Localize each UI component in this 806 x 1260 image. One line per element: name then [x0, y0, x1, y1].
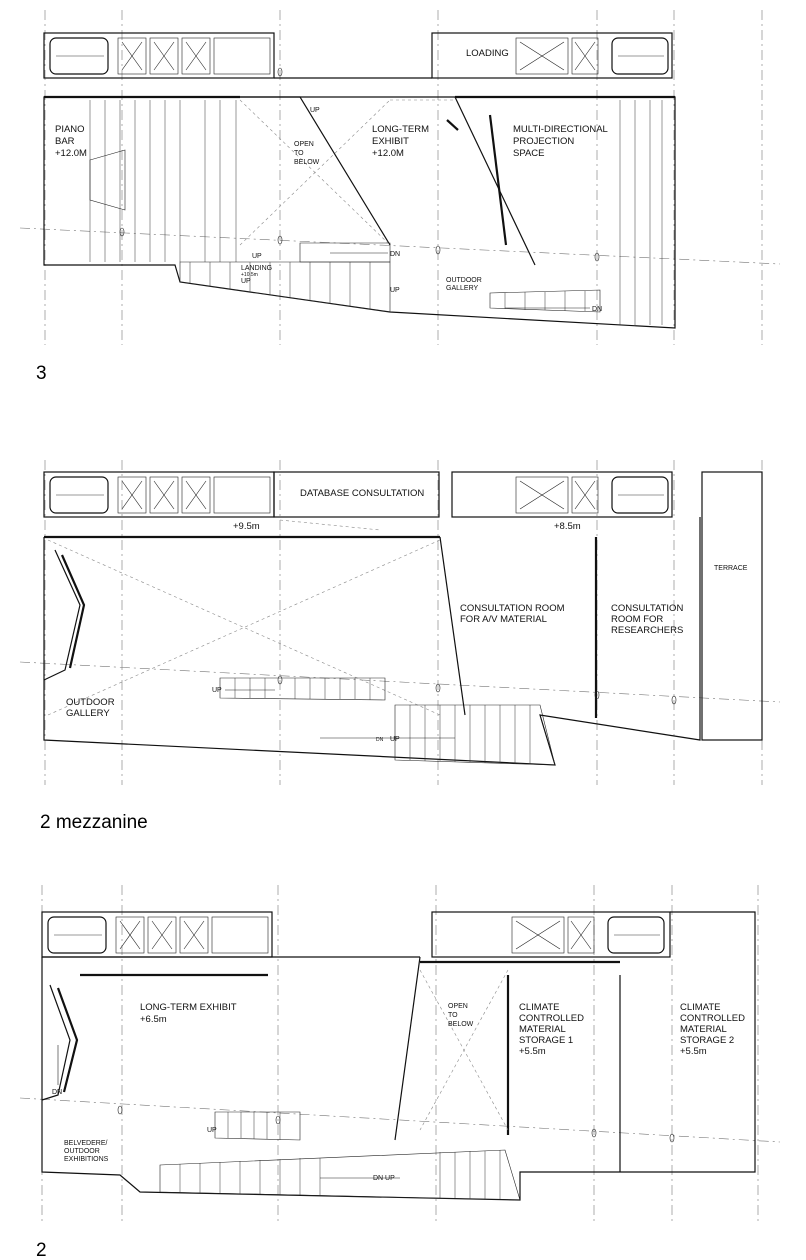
void-diagonals — [420, 970, 508, 1130]
room-label-open-to-below: BELOW — [448, 1021, 474, 1028]
room-label-piano-bar: PIANO — [55, 124, 85, 135]
service-core — [42, 912, 670, 957]
grid-lines — [20, 10, 780, 345]
stair-up-mark: UP — [390, 736, 400, 743]
room-label-storage-1: CONTROLLED — [519, 1013, 584, 1024]
room-label-researchers: ROOM FOR — [611, 614, 664, 625]
plan-title: 2 — [36, 1240, 47, 1260]
room-label-piano-bar-level: +12.0M — [55, 148, 87, 159]
room-label-av-consultation: FOR A/V MATERIAL — [460, 614, 547, 625]
stairs — [220, 678, 555, 765]
room-label-projection-space: SPACE — [513, 148, 545, 159]
plan-title: 3 — [36, 363, 47, 384]
open-to-below-void — [240, 100, 455, 245]
room-label-belvedere: EXHIBITIONS — [64, 1156, 109, 1163]
room-label-long-term-exhibit: LONG-TERM — [372, 124, 429, 135]
room-label-open-to-below: OPEN — [294, 141, 314, 148]
room-label-storage-2: CLIMATE — [680, 1002, 721, 1013]
room-label-long-term-exhibit: LONG-TERM EXHIBIT — [140, 1002, 237, 1013]
grid-lines — [20, 460, 780, 785]
room-label-storage-1: CLIMATE — [519, 1002, 560, 1013]
room-label-open-to-below: TO — [448, 1012, 458, 1019]
stairs — [58, 1045, 520, 1200]
room-label-researchers: RESEARCHERS — [611, 625, 684, 636]
room-label-av-consultation: CONSULTATION ROOM — [460, 603, 565, 614]
room-label-storage-2-level: +5.5m — [680, 1046, 707, 1057]
room-label-storage-2: CONTROLLED — [680, 1013, 745, 1024]
stair-up-mark: UP — [241, 278, 251, 285]
stair-up-mark: UP — [310, 107, 320, 114]
room-label-outdoor-gallery: OUTDOOR — [446, 277, 482, 284]
room-label-open-to-below: TO — [294, 150, 304, 157]
plan-level-3 — [20, 10, 780, 384]
room-label-storage-2: MATERIAL — [680, 1024, 727, 1035]
room-label-storage-2: STORAGE 2 — [680, 1035, 735, 1046]
room-label-belvedere: BELVEDERE/ — [64, 1140, 108, 1147]
plan-title: 2 mezzanine — [40, 812, 148, 833]
room-label-storage-1: STORAGE 1 — [519, 1035, 574, 1046]
landing-label: LANDING — [241, 265, 273, 272]
void-diagonals — [48, 520, 440, 715]
room-label-outdoor-gallery: OUTDOOR — [66, 697, 115, 708]
room-label-long-term-exhibit-level: +6.5m — [140, 1014, 167, 1025]
room-label-storage-1-level: +5.5m — [519, 1046, 546, 1057]
stair-up-mark: UP — [252, 253, 262, 260]
stair-down-mark: DN — [592, 306, 603, 313]
room-label-projection-space: MULTI-DIRECTIONAL — [513, 124, 608, 135]
room-label-storage-1: MATERIAL — [519, 1024, 566, 1035]
columns — [278, 676, 676, 704]
room-label-projection-space: PROJECTION — [513, 136, 575, 147]
service-core — [44, 33, 672, 78]
stair-down-mark: DN — [390, 251, 401, 258]
room-label-loading: LOADING — [466, 48, 509, 59]
stair-up-mark: UP — [212, 687, 222, 694]
room-label-long-term-exhibit-level: +12.0M — [372, 148, 404, 159]
plan-level-2-mezzanine — [20, 460, 780, 833]
stair-dn-up-mark: DN UP — [373, 1175, 395, 1182]
room-label-open-to-below: OPEN — [448, 1003, 468, 1010]
stair-down-mark: DN — [376, 737, 384, 743]
stair-down-mark: DN — [52, 1089, 63, 1096]
stair-up-mark: UP — [207, 1127, 217, 1134]
level-mark: +8.5m — [554, 521, 581, 532]
room-label-researchers: CONSULTATION — [611, 603, 684, 614]
room-label-belvedere: OUTDOOR — [64, 1148, 100, 1155]
room-label-terrace: TERRACE — [714, 565, 748, 572]
room-label-database-consultation: DATABASE CONSULTATION — [300, 488, 425, 499]
room-label-outdoor-gallery: GALLERY — [66, 708, 110, 719]
room-label-long-term-exhibit: EXHIBIT — [372, 136, 409, 147]
room-label-open-to-below: BELOW — [294, 159, 320, 166]
room-label-outdoor-gallery: GALLERY — [446, 285, 479, 292]
level-mark: +9.5m — [233, 521, 260, 532]
stair-up-mark: UP — [390, 287, 400, 294]
landing-level: +10.5m — [241, 272, 258, 278]
room-label-piano-bar: BAR — [55, 136, 75, 147]
plan-level-2 — [20, 885, 780, 1260]
grid-lines — [20, 885, 780, 1225]
